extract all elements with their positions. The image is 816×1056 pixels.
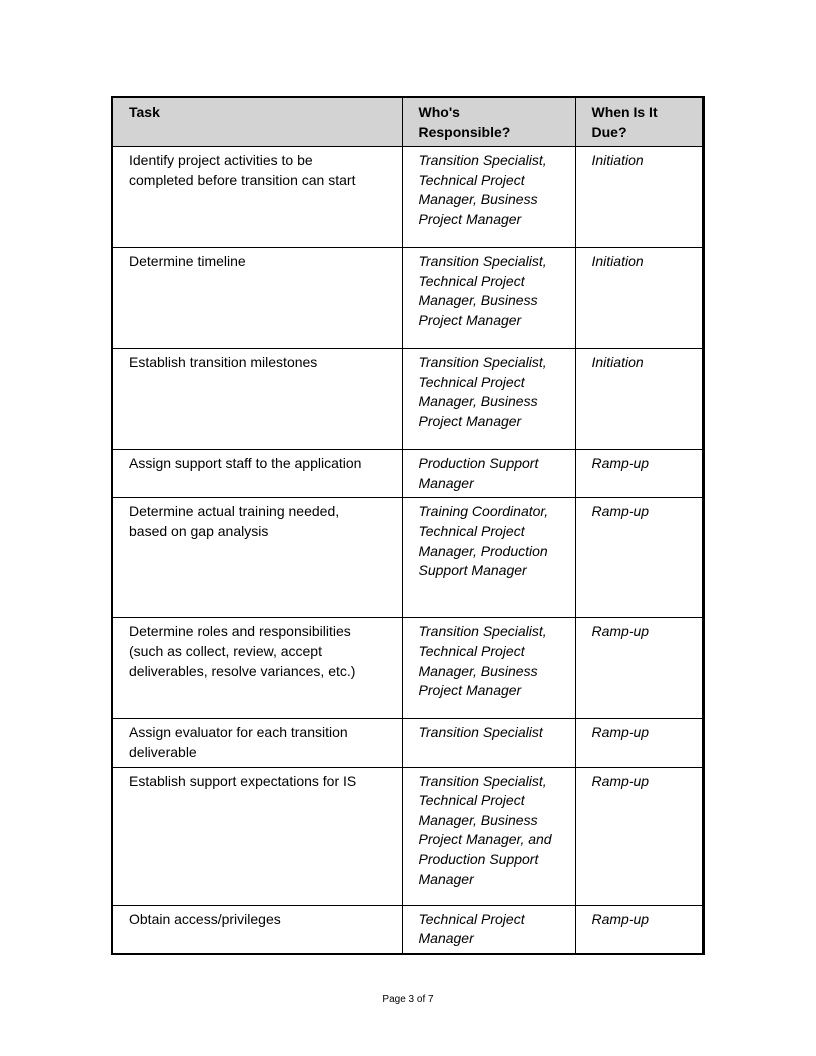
responsible-cell: Training Coordinator, Technical Project Manager, Production Support Manager — [402, 498, 575, 618]
due-cell: Ramp-up — [575, 719, 703, 767]
responsible-cell: Transition Specialist, Technical Project Manager, Business Project Manager — [402, 147, 575, 248]
header-whos-responsible: Who's Responsible? — [402, 97, 575, 147]
task-cell: Identify project activities to be completed before transition can start — [112, 147, 402, 248]
task-cell: Determine timeline — [112, 248, 402, 349]
table-row — [112, 450, 703, 498]
table-row — [112, 498, 703, 618]
responsible-cell: Technical Project Manager — [402, 905, 575, 954]
task-cell: Assign support staff to the application — [112, 450, 402, 498]
due-cell: Ramp-up — [575, 618, 703, 719]
table-row — [112, 349, 703, 450]
due-cell: Initiation — [575, 349, 703, 450]
task-cell: Establish support expectations for IS — [112, 767, 402, 905]
responsible-cell: Transition Specialist, Technical Project Manager, Business Project Manager — [402, 618, 575, 719]
due-cell: Ramp-up — [575, 450, 703, 498]
due-cell: Initiation — [575, 147, 703, 248]
table-row — [112, 618, 703, 719]
table-row — [112, 147, 703, 248]
table-row — [112, 767, 703, 905]
header-when-due: When Is It Due? — [575, 97, 703, 147]
header-task: Task — [112, 97, 402, 147]
table-row — [112, 905, 703, 954]
table-header-row — [112, 97, 703, 147]
responsible-cell: Transition Specialist — [402, 719, 575, 767]
responsible-cell: Transition Specialist, Technical Project Manager, Business Project Manager — [402, 349, 575, 450]
page-number: Page 3 of 7 — [382, 994, 434, 1005]
responsible-cell: Transition Specialist, Technical Project Manager, Business Project Manager — [402, 248, 575, 349]
due-cell: Initiation — [575, 248, 703, 349]
table-row — [112, 248, 703, 349]
due-cell: Ramp-up — [575, 498, 703, 618]
task-cell: Assign evaluator for each transition deliverable — [112, 719, 402, 767]
table-row — [112, 719, 703, 767]
task-cell: Determine actual training needed, based on gap analysis — [112, 498, 402, 618]
responsible-cell: Production Support Manager — [402, 450, 575, 498]
task-cell: Determine roles and responsibilities (such as collect, review, accept deliverables, resolve variances, etc.) — [112, 618, 402, 719]
responsible-cell: Transition Specialist, Technical Project Manager, Business Project Manager, and Production Support Manager — [402, 767, 575, 905]
due-cell: Ramp-up — [575, 905, 703, 954]
task-cell: Obtain access/privileges — [112, 905, 402, 954]
transition-task-table — [111, 96, 705, 955]
task-cell: Establish transition milestones — [112, 349, 402, 450]
due-cell: Ramp-up — [575, 767, 703, 905]
